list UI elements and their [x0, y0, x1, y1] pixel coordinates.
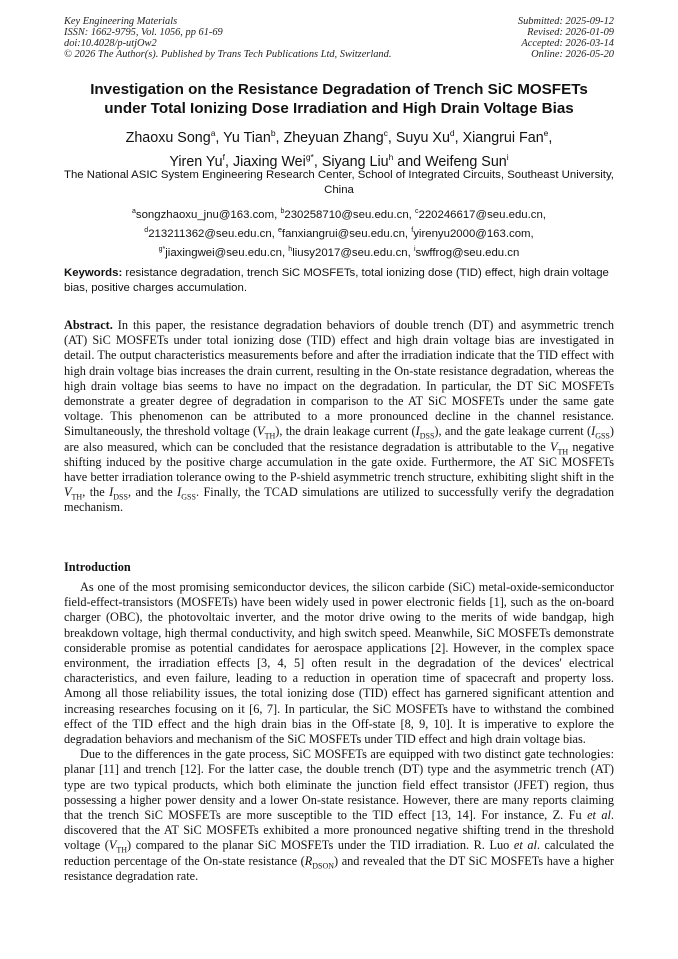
author-sup: d [449, 128, 455, 138]
abstract-text: ) are also measured, which can be concluded that the resistance degradation is attributable to the [64, 424, 614, 454]
copyright: © 2026 The Author(s). Published by Trans Tech Publications Ltd, Switzerland. [64, 49, 392, 60]
email: yirenyu2000@163.com, [413, 227, 534, 240]
author-sep: , [454, 129, 463, 146]
intro-text: . discovered that the AT SiC MOSFETs exhibited a more pronounced negative shifting trend in the threshold voltage ( [64, 808, 614, 853]
email: 213211362@seu.edu.cn, [148, 227, 278, 240]
email-list [40, 204, 638, 260]
et-al: et al [587, 808, 611, 823]
abstract-text: negative shifting induced by the positive charge accumulation in the gate oxide. Furthermore, the AT SiC MOSFETs have better irradiation tolerance owing to the P-shield asymmetric trench structure, exhibiting slight shift in the [64, 439, 614, 485]
email-sup: c [415, 208, 419, 215]
author-name: Xiangrui Fan [462, 129, 544, 146]
author-sep: , [275, 129, 284, 146]
author-name: Zhaoxu Song [125, 129, 211, 146]
intro-paragraph-2 [64, 747, 614, 884]
email-sup: h [288, 245, 293, 253]
abstract [64, 318, 614, 516]
journal-header-right [518, 16, 614, 60]
symbol-sub: TH [71, 492, 83, 502]
symbol-idss: I [109, 485, 114, 500]
author-sup: f [222, 152, 226, 163]
doi: doi:10.4028/p-utjOw2 [64, 38, 157, 49]
intro-text: Due to the differences in the gate process, SiC MOSFETs are equipped with two distinct gate technologies: planar [11] and trench [12]. For the latter case, the double trench (DT) type and the asymmetric trench (AT) type are two typical products, which both eliminate the junction field effect transistor (JFET) region, thus possessing a higher power density and a lower On-state resistance. However, there are many reports claiming that the trench SiC MOSFETs are more susceptible to the TID effect [13, 14]. For instance, Z. Fu [64, 747, 614, 823]
email-sup: f [411, 226, 414, 234]
author-sep: , [313, 154, 322, 171]
issn: ISSN: 1662-9795, Vol. 1056, pp 61-69 [64, 27, 223, 38]
email-sup: g* [158, 245, 166, 253]
author-sep: , [387, 129, 396, 146]
symbol-vth: V [257, 424, 265, 439]
keywords [64, 266, 614, 296]
author-line-1 [40, 124, 638, 148]
author-sep: , [225, 154, 233, 171]
email-line-3 [40, 242, 638, 261]
email: jiaxingwei@seu.edu.cn, [165, 246, 289, 259]
symbol-vth: V [108, 838, 117, 853]
symbol-sub: TH [116, 845, 128, 855]
symbol-idss: I [415, 424, 420, 439]
email-line-2 [40, 223, 638, 242]
journal-name: Key Engineering Materials [64, 16, 178, 27]
symbol-igss: I [591, 424, 596, 439]
symbol-sub: GSS [181, 492, 196, 502]
title-line-1: Investigation on the Resistance Degradation of Trench SiC MOSFETs [90, 81, 588, 98]
intro-text: ) compared to the planar SiC MOSFETs under the TID irradiation. R. Luo [127, 838, 514, 853]
author-sup: g* [305, 152, 314, 163]
et-al: et al [513, 838, 537, 853]
online-date: Online: 2026-05-20 [531, 49, 614, 60]
symbol-vth: V [549, 439, 558, 454]
abstract-text: . Finally, the TCAD simulations are utilized to successfully verify the degradation mechanism. [64, 485, 614, 515]
author-name: Suyu Xu [395, 129, 450, 146]
intro-text: ) and revealed that the DT SiC MOSFETs have a higher resistance degradation rate. [64, 853, 614, 883]
submitted-date: Submitted: 2025-09-12 [517, 16, 614, 27]
paper-title [40, 80, 638, 118]
author-sup: h [388, 152, 394, 163]
author-sep: , [548, 129, 553, 146]
introduction-body [64, 580, 614, 884]
email-line-1 [40, 204, 638, 223]
email: songzhaoxu_jnu@163.com, [135, 208, 281, 221]
email: liusy2017@seu.edu.cn, [292, 246, 414, 259]
email-sup: a [132, 208, 136, 215]
abstract-text: , the [82, 485, 110, 500]
author-name: Yu Tian [223, 129, 271, 146]
symbol-sub: TH [557, 447, 569, 457]
section-heading-introduction: Introduction [64, 560, 131, 574]
author-name: Weifeng Sun [425, 154, 507, 171]
symbol-igss: I [177, 485, 182, 500]
email: 220246617@seu.edu.cn, [418, 208, 546, 221]
author-name: Zheyuan Zhang [283, 129, 384, 146]
accepted-date: Accepted: 2026-03-14 [521, 38, 614, 49]
abstract-text: , and the [127, 485, 178, 500]
symbol-sub: TH [264, 431, 276, 441]
keywords-label: Keywords: [64, 267, 123, 279]
author-name: Jiaxing Wei [232, 154, 306, 171]
journal-header-left [64, 16, 391, 60]
affiliation: The National ASIC System Engineering Research Center, School of Integrated Circuits, Southeast University, China [64, 169, 614, 196]
symbol-sub: DSS [419, 431, 435, 441]
abstract-label: Abstract. [64, 318, 113, 332]
revised-date: Revised: 2026-01-09 [527, 27, 614, 38]
author-name: Siyang Liu [321, 154, 389, 171]
author-sup: c [383, 128, 388, 138]
author-sup: i [506, 152, 509, 163]
email: swffrog@seu.edu.cn [415, 246, 520, 259]
title-line-2: under Total Ionizing Dose Irradiation and High Drain Voltage Bias [104, 100, 574, 117]
author-name: Yiren Yu [169, 154, 223, 171]
email-sup: e [278, 226, 282, 234]
email-sup: i [413, 245, 416, 253]
author-list [40, 124, 638, 173]
email-sup: d [144, 226, 149, 234]
email: 230258710@seu.edu.cn, [284, 208, 415, 221]
abstract-text: ), the drain leakage current ( [275, 424, 416, 439]
author-sup: a [210, 128, 216, 138]
symbol-rdson: R [304, 853, 313, 868]
symbol-sub: DSON [312, 861, 335, 871]
intro-paragraph-1: As one of the most promising semiconductor devices, the silicon carbide (SiC) metal-oxide-semiconductor field-effect-transistors (MOSFETs) have been widely used in power electronic fields [1], such as the on-board charger (OBC), the photovoltaic inverter, and the motor drive owing to the merits of wide bandgap, high breakdown voltage, high thermal conductivity, and high switch speed. Meanwhile, SiC MOSFETs demonstrate considerable promise as potential candidates for aerospace applications [2]. However, in the complex space environment, the irradiation effects [3, 4, 5] often result in the degradation of the devices' electrical characteristics, and even failure, leading to a reduction in operation time of spacecraft and property loss. Among all those reliability issues, the total ionizing dose (TID) effect has garnered significant attention and increasing researches focusing on it [6, 7]. In particular, the SiC MOSFETs have to withstand the combined effect of the TID effect and the high drain bias in the Off-state [8, 9, 10]. It is imperative to explore the degradation behaviors and mechanism of the SiC MOSFETs under TID effect and high drain voltage bias. [64, 580, 614, 747]
keywords-text: resistance degradation, trench SiC MOSFETs, total ionizing dose (TID) effect, high drain voltage bias, positive charges accumulation. [64, 267, 609, 294]
author-sep: , [215, 129, 224, 146]
symbol-vth: V [64, 485, 72, 500]
author-sup: b [270, 128, 276, 138]
abstract-text: In this paper, the resistance degradation behaviors of double trench (DT) and asymmetric trench (AT) SiC MOSFETs under total ionizing dose (TID) effect and high drain voltage bias are investigated in detail. The output characteristics measurements before and after the irradiation indicate that the TID effect with high drain voltage bias increases the drain current, resulting in the On-state resistance degradation, whereas the high drain voltage bias seems to have no impact on the degradation. In particular, the DT SiC MOSFETs demonstrate a greater degree of degradation in comparison to the AT SiC MOSFETs under the same gate voltage. This phenomenon can be attributed to a more pronounced decline in the channel resistance. Simultaneously, the threshold voltage ( [64, 318, 614, 439]
email-sup: b [280, 208, 285, 215]
abstract-text: ), and the gate leakage current ( [434, 424, 592, 439]
email: fanxiangrui@seu.edu.cn, [281, 227, 412, 240]
author-sup: e [543, 128, 549, 138]
intro-text: . calculated the reduction percentage of the On-state resistance ( [64, 838, 614, 868]
author-sep: and [393, 154, 426, 171]
symbol-sub: DSS [113, 492, 128, 502]
symbol-sub: GSS [595, 431, 610, 441]
